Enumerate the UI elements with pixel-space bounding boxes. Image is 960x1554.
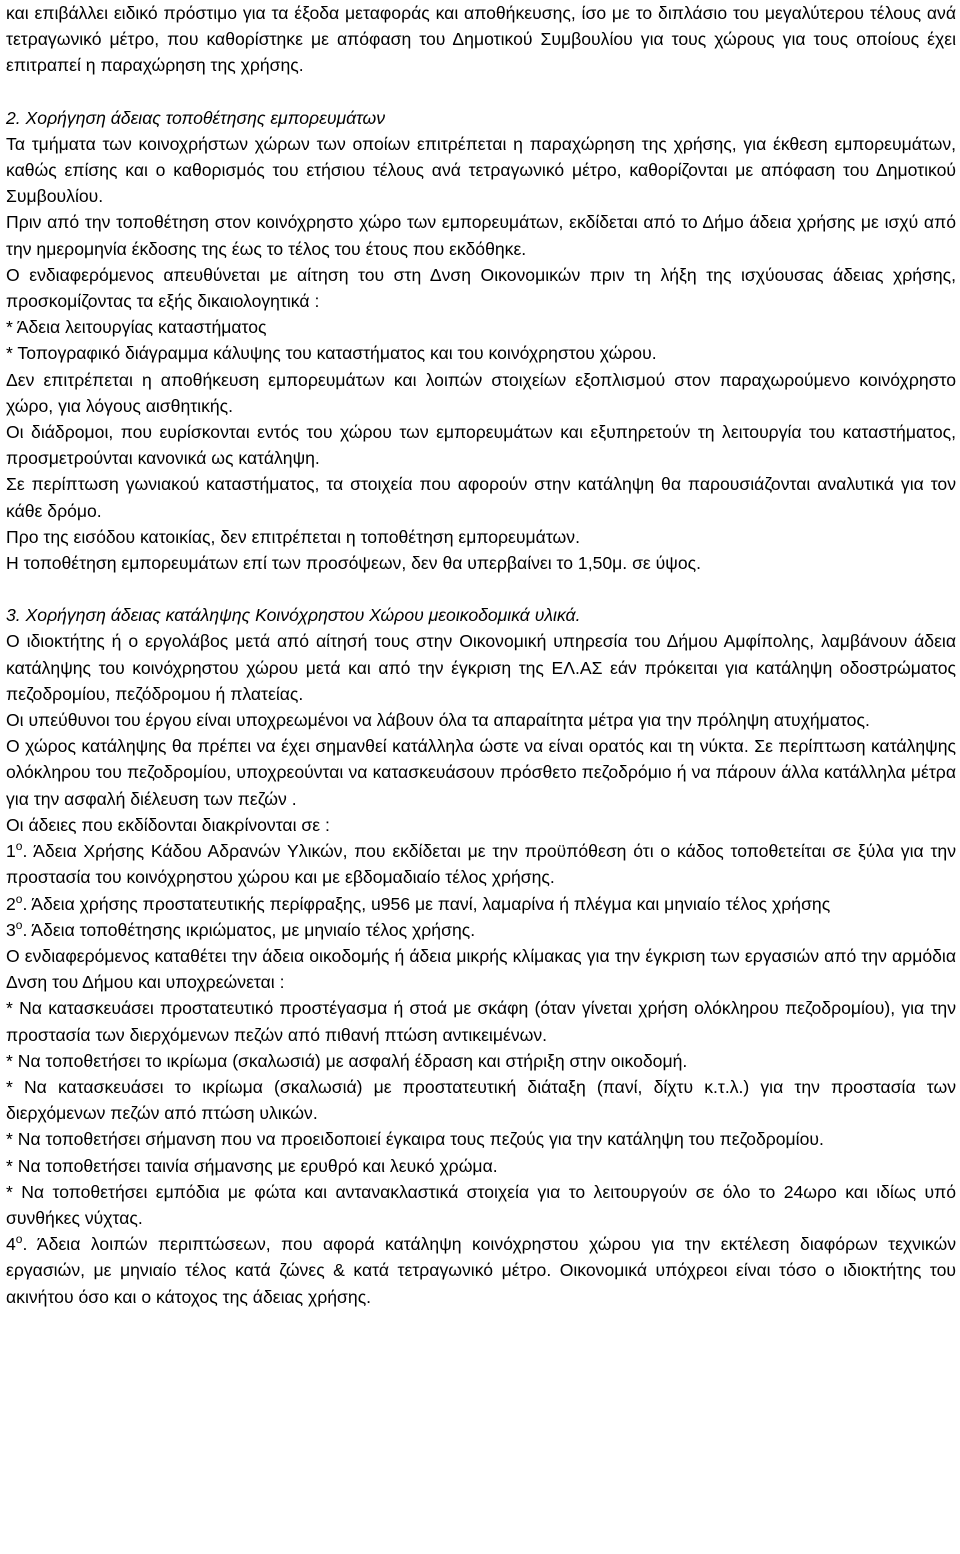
item-text: . Άδεια λοιπών περιπτώσεων, που αφορά κατάληψη κοινόχρηστου χώρου για την εκτέλεση διαφόρων τεχνικών εργασιών, με μηνιαίο τέλος κατά ζώνες & κατά τετραγωνικό μέτρο. Οικονομικά υπόχρεοι είναι τόσο ο ιδιοκτήτης του ακινήτου όσο και ο κάτοχος της άδειας χρήσης. [6,1234,956,1307]
bullet-item: * Να κατασκευάσει το ικρίωμα (σκαλωσιά) με προστατευτική διάταξη (πανί, δίχτυ κ.τ.λ.) για την προστασία των διερχόμενων πεζών από πτώση υλικών. [6,1076,956,1124]
paragraph: Ο ενδιαφερόμενος καταθέτει την άδεια οικοδομής ή άδεια μικρής κλίμακας για την έγκριση των εργασιών από την αρμόδια Δνση του Δήμου και υποχρεώνεται : [6,945,956,993]
paragraph-intro: και επιβάλλει ειδικό πρόστιμο για τα έξοδα μεταφοράς και αποθήκευσης, ίσο με το διπλάσιο του μεγαλύτερου τέλους ανά τετραγωνικό μέτρο, που καθορίστηκε με απόφαση του Δημοτικού Συμβουλίου για τους χώρους για τους οποίους έχει επιτραπεί η παραχώρηση της χρήσης. [6,3,956,76]
bullet-item: * Να τοποθετήσει το ικρίωμα (σκαλωσιά) με ασφαλή έδραση και στήριξη στην οικοδομή. [6,1050,688,1071]
bullet-item: * Τοπογραφικό διάγραμμα κάλυψης του καταστήματος και του κοινόχρηστου χώρου. [6,343,657,364]
item-number: 2 [6,893,16,914]
numbered-item-2 [6,891,956,917]
paragraph: Ο ιδιοκτήτης ή ο εργολάβος μετά από αίτησή τους στην Οικονομική υπηρεσία του Δήμου Αμφίπολης, λαμβάνουν άδεια κατάληψης του κοινόχρηστου χώρου μετά και από την έγκριση της ΕΛ.ΑΣ εάν πρόκειται για κατάληψη οδοστρώματος πεζοδρομίου, πεζόδρομου ή πλατείας. [6,631,956,704]
paragraph: Ο χώρος κατάληψης θα πρέπει να έχει σημανθεί κατάλληλα ώστε να είναι ορατός και τη νύκτα. Σε περίπτωση κατάληψης ολόκληρου του πεζοδρομίου, υποχρεούνται να κατασκευάσουν πρόσθετο πεζοδρόμιο ή να πάρουν άλλα κατάλληλα μέτρα για την ασφαλή διέλευση των πεζών . [6,736,956,809]
section-3-heading: 3. Χορήγηση άδειας κατάληψης Κοινόχρηστου Χώρου μεοικοδομικά υλικά. [6,605,581,626]
paragraph: Σε περίπτωση γωνιακού καταστήματος, τα στοιχεία που αφορούν στην κατάληψη θα παρουσιάζονται αναλυτικά για τον κάθε δρόμο. [6,474,956,521]
section-2-heading: 2. Χορήγηση άδειας τοποθέτησης εμπορευμάτων [6,107,385,128]
document-page [6,0,956,1310]
bullet-item: * Άδεια λειτουργίας καταστήματος [6,317,267,338]
spacer [6,79,956,105]
ordinal-mark: ο [15,839,23,854]
item-number: 3 [6,919,16,940]
numbered-item-1 [6,838,956,890]
paragraph: Δεν επιτρέπεται η αποθήκευση εμπορευμάτων και λοιπών στοιχείων εξοπλισμού στον παραχωρούμενο κοινόχρηστο χώρο, για λόγους αισθητικής. [6,369,956,416]
paragraph: Οι άδειες που εκδίδονται διακρίνονται σε : [6,814,330,835]
spacer [6,576,956,602]
bullet-item: * Να τοποθετήσει ταινία σήμανσης με ερυθρό και λευκό χρώμα. [6,1155,498,1176]
item-text: . Άδεια τοποθέτησης ικριώματος, με μηνιαίο τέλος χρήσης. [22,919,476,940]
paragraph: Τα τμήματα των κοινοχρήστων χώρων των οποίων επιτρέπεται η παραχώρηση της χρήσης, για έκθεση εμπορευμάτων, καθώς επίσης και ο καθορισμός του ετήσιου τέλους ανά τετραγωνικό μέτρο, καθορίζονται με απόφαση του Δημοτικού Συμβουλίου. [6,133,956,207]
numbered-item-4 [6,1231,956,1310]
bullet-item: * Να κατασκευάσει προστατευτικό προστέγασμα ή στοά με σκάφη (όταν γίνεται χρήση ολόκληρου πεζοδρομίου), για την προστασία των διερχόμενων πεζών από πιθανή πτώση αντικειμένων. [6,998,956,1045]
item-number: 4 [6,1234,16,1255]
numbered-item-3 [6,917,956,943]
item-number: 1 [6,841,16,862]
paragraph: Πριν από την τοποθέτηση στον κοινόχρηστο χώρο των εμπορευμάτων, εκδίδεται από το Δήμο άδεια χρήσης με ισχύ από την ημερομηνία έκδοσης της έως το τέλος του έτους που εκδόθηκε. [6,212,956,259]
paragraph: Οι υπεύθυνοι του έργου είναι υποχρεωμένοι να λάβουν όλα τα απαραίτητα μέτρα για την πρόληψη ατυχήματος. [6,710,870,731]
bullet-item: * Να τοποθετήσει σήμανση που να προειδοποιεί έγκαιρα τους πεζούς για την κατάληψη του πεζοδρομίου. [6,1129,824,1150]
paragraph: Η τοποθέτηση εμπορευμάτων επί των προσόψεων, δεν θα υπερβαίνει το 1,50μ. σε ύψος. [6,553,701,574]
item-text: . Άδεια χρήσης προστατευτικής περίφραξης, u956 με πανί, λαμαρίνα ή πλέγμα και μηνιαίο τέλος χρήσης [22,893,831,914]
ordinal-mark: ο [15,891,23,906]
bullet-item: * Να τοποθετήσει εμπόδια με φώτα και αντανακλαστικά στοιχεία για το λειτουργούν σε όλο το 24ωρο και ιδίως υπό συνθήκες νύχτας. [6,1181,956,1228]
ordinal-mark: ο [15,917,23,932]
ordinal-mark: ο [15,1232,23,1247]
item-text: . Άδεια Χρήσης Κάδου Αδρανών Υλικών, που εκδίδεται με την προϋπόθεση ότι ο κάδος τοποθετείται σε ξύλα για την προστασία του κοινόχρηστου χώρου και με εβδομαδιαίο τέλος χρήσης. [6,841,956,888]
paragraph: Προ της εισόδου κατοικίας, δεν επιτρέπεται η τοποθέτηση εμπορευμάτων. [6,526,580,547]
paragraph: Ο ενδιαφερόμενος απευθύνεται με αίτηση του στη Δνση Οικονομικών πριν τη λήξη της ισχύουσας άδειας χρήσης, προσκομίζοντας τα εξής δικαιολογητικά : [6,264,956,312]
paragraph: Οι διάδρομοι, που ευρίσκονται εντός του χώρου των εμπορευμάτων και εξυπηρετούν τη λειτουργία του καταστήματος, προσμετρούνται κανονικά ως κατάληψη. [6,422,956,469]
